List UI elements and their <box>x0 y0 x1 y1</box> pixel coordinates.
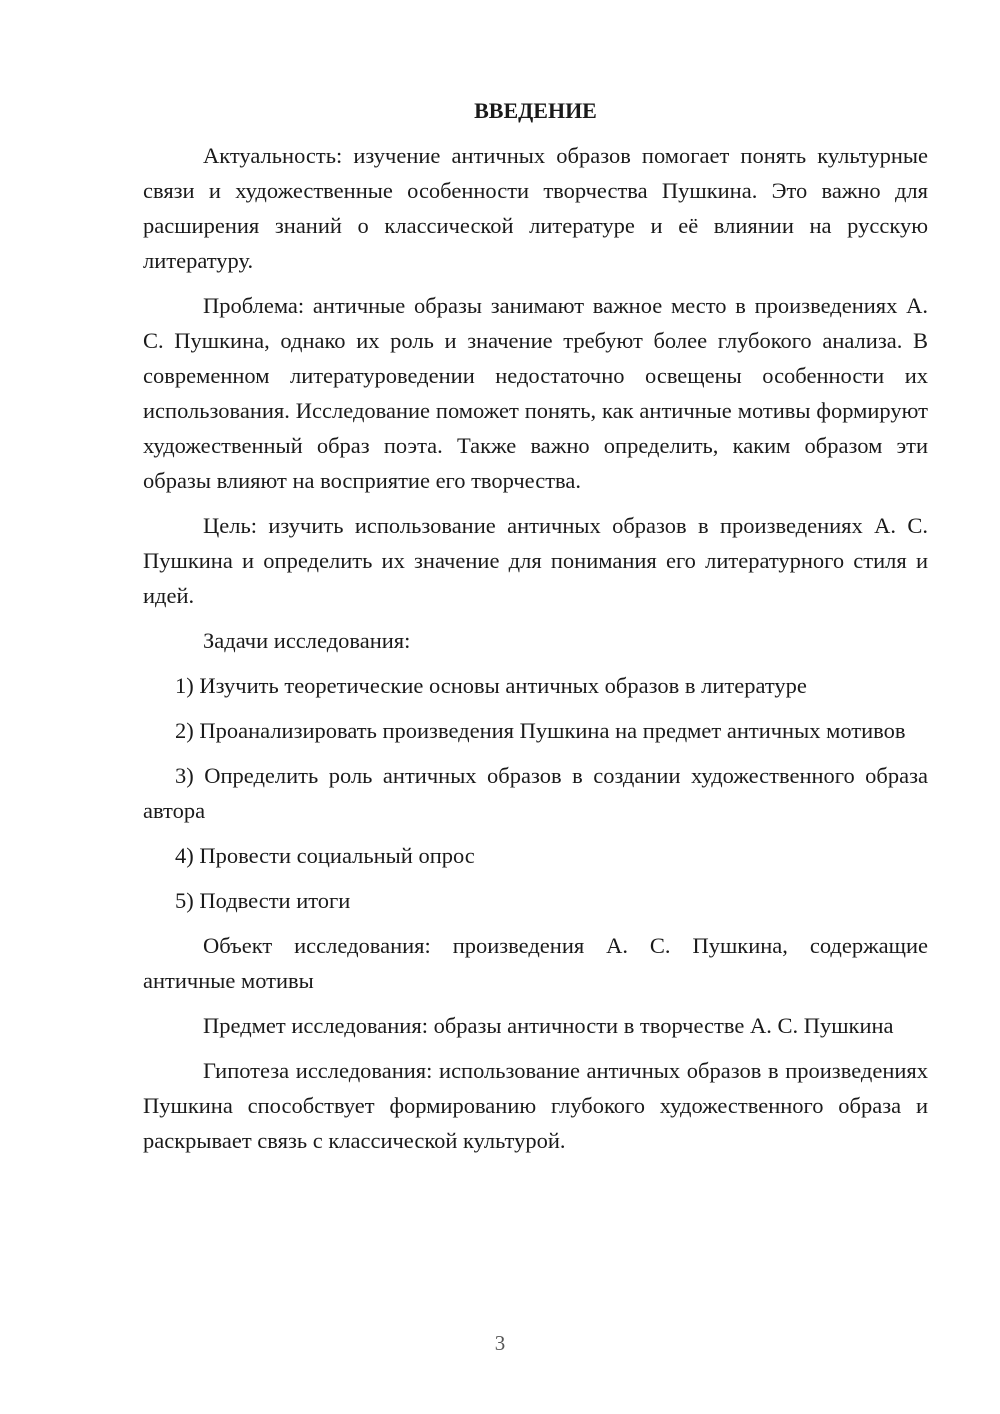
task-item-1: 1) Изучить теоретические основы античных образов в литературе <box>175 673 807 698</box>
relevance-paragraph: Актуальность: изучение античных образов помогает понять культурные связи и художественные особенности творчества Пушкина. Это важно для расширения знаний о классической литературе и её влиянии на русскую литературу. <box>143 143 928 273</box>
page-content <box>143 93 928 1168</box>
task-item-2: 2) Проанализировать произведения Пушкина на предмет античных мотивов <box>175 718 906 743</box>
object-paragraph: Объект исследования: произведения А. С. Пушкина, содержащие античные мотивы <box>143 933 928 993</box>
problem-paragraph: Проблема: античные образы занимают важное место в произведениях А. С. Пушкина, однако их роль и значение требуют более глубокого анализа. В современном литературоведении недостаточно освещены особенности их использования. Исследование поможет понять, как античные мотивы формируют художественный образ поэта. Также важно определить, каким образом эти образы влияют на восприятие его творчества. <box>143 293 928 493</box>
task-item-3: 3) Определить роль античных образов в создании художественного образа автора <box>143 763 928 823</box>
hypothesis-paragraph: Гипотеза исследования: использование античных образов в произведениях Пушкина способствует формированию глубокого художественного образа и раскрывает связь с классической культурой. <box>143 1058 928 1153</box>
subject-paragraph: Предмет исследования: образы античности в творчестве А. С. Пушкина <box>203 1013 894 1038</box>
goal-paragraph: Цель: изучить использование античных образов в произведениях А. С. Пушкина и определить их значение для понимания его литературного стиля и идей. <box>143 513 928 608</box>
section-title: ВВЕДЕНИЕ <box>474 98 597 123</box>
tasks-heading: Задачи исследования: <box>203 628 411 653</box>
page-number: 3 <box>494 1331 506 1355</box>
task-item-5: 5) Подвести итоги <box>175 888 351 913</box>
task-item-4: 4) Провести социальный опрос <box>175 843 475 868</box>
